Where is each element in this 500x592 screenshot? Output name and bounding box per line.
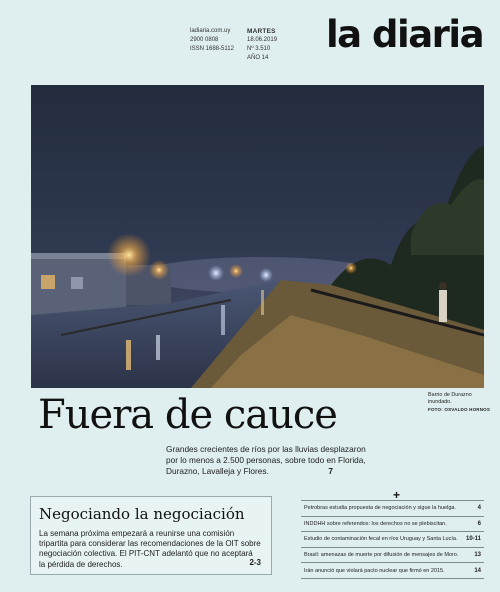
website-text[interactable]: ladiaria.com.uy: [190, 28, 231, 34]
feature-page-number[interactable]: 2-3: [249, 558, 261, 567]
index-item-text: INDDHH sobre referendos: los derechos no se plebiscitan.: [304, 520, 447, 527]
flooded-street-illustration: [31, 85, 484, 388]
issue-text: Nº 3.510: [247, 46, 271, 52]
cover-photo[interactable]: [31, 85, 484, 388]
caption-text: Barrio de Durazno inundado.: [428, 392, 472, 405]
index-list: [301, 500, 484, 579]
index-item[interactable]: [301, 532, 484, 548]
index-item-text: Estudio de contaminación fecal en ríos Uruguay y Santa Lucía.: [304, 536, 458, 543]
index-item[interactable]: [301, 501, 484, 517]
index-item-page: 4: [477, 505, 481, 512]
photo-caption: [428, 392, 492, 413]
masthead-contact: [190, 27, 234, 54]
index-item-page: 10-11: [465, 536, 481, 543]
day-text: MARTES: [247, 28, 276, 35]
index-item[interactable]: [301, 563, 484, 579]
plus-icon: +: [393, 488, 401, 502]
index-item-page: 13: [474, 552, 481, 559]
index-item[interactable]: [301, 517, 484, 533]
main-headline[interactable]: Fuera de cauce: [38, 392, 337, 438]
index-item-text: Irán anunció que violará pacto nuclear que firmó en 2015.: [304, 567, 445, 574]
feature-body: La semana próxima empezará a reunirse una comisión tripartita para considerar las recomendaciones de la OIT sobre negociación colectiva. El PIT-CNT adelantó que no aceptará la pérdida de derechos.: [39, 529, 261, 569]
phone-text: 2900 0808: [190, 37, 219, 43]
index-item[interactable]: [301, 548, 484, 564]
issn-text: ISSN 1688-5112: [190, 46, 234, 52]
lede-paragraph: [166, 444, 371, 476]
date-text: 18.06.2019: [247, 37, 278, 43]
index-item-page: 14: [474, 567, 481, 574]
photo-credit: FOTO: OSVALDO HORNOS: [428, 407, 491, 412]
feature-title[interactable]: Negociando la negociación: [39, 505, 245, 523]
lede-page-number[interactable]: 7: [328, 465, 333, 476]
lede-text: Grandes crecientes de ríos por las lluvias desplazaron por lo menos a 2.500 personas, sobre todo en Florida, Durazno, Lavalleja y Flores.: [166, 444, 366, 476]
index-item-text: Petrobras estudia propuesta de negociación y sigue la huelga.: [304, 505, 456, 512]
year-text: AÑO 14: [247, 55, 269, 61]
masthead-date: [247, 27, 277, 63]
index-item-text: Brasil: amenazas de muerte por difusión de mensajes de Moro.: [304, 552, 459, 559]
feature-story-box[interactable]: [30, 496, 272, 575]
index-item-page: 6: [477, 520, 481, 527]
newspaper-logo[interactable]: la diaria: [326, 13, 484, 56]
